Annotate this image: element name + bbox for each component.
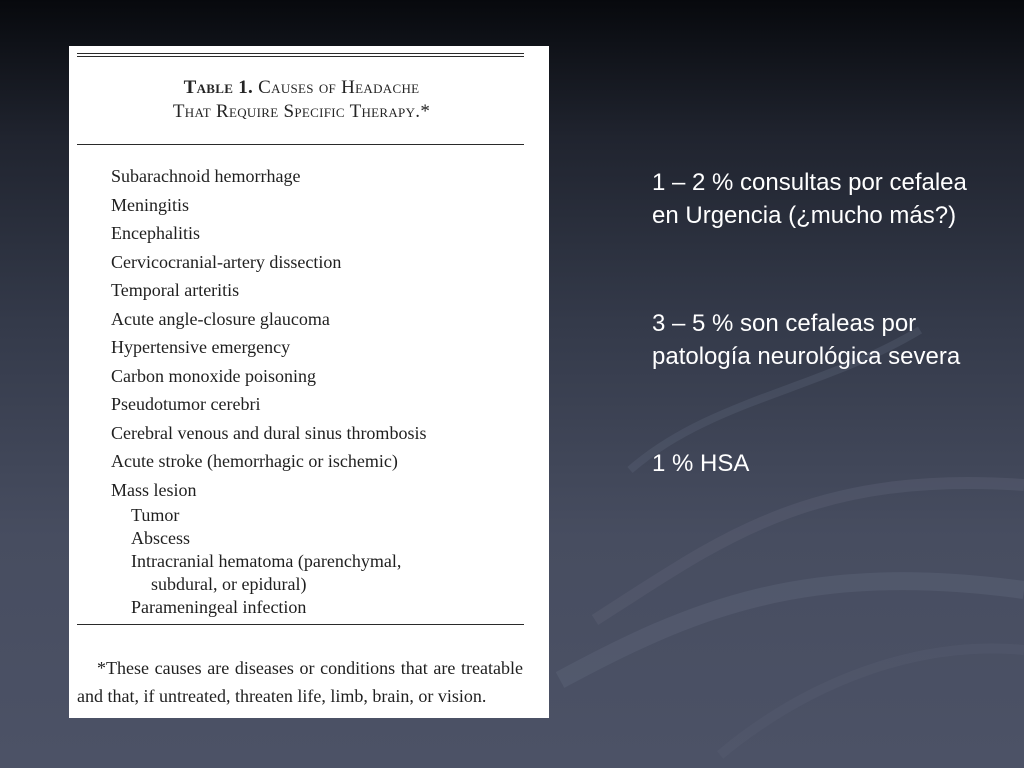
list-item: Acute stroke (hemorrhagic or ischemic) — [111, 451, 398, 471]
list-item: Meningitis — [111, 194, 190, 215]
title-divider-line — [77, 144, 524, 145]
table-title-line-1 — [69, 76, 534, 100]
mass-lesion-sublist — [111, 504, 426, 619]
note-severe-neurological-rate: 3 – 5 % son cefaleas por patología neurológica severa — [652, 310, 961, 370]
list-item: Subarachnoid hemorrhage — [111, 166, 301, 186]
list-item: Cervicocranial-artery dissection — [111, 251, 342, 272]
table-footnote — [77, 654, 523, 710]
list-item: Carbon monoxide poisoning — [111, 365, 316, 386]
list-item-mass-lesion — [111, 476, 426, 620]
mass-lesion-label: Mass lesion — [111, 479, 197, 500]
headache-causes-table — [69, 46, 549, 718]
table-title-line-2: That Require Specific Therapy.* — [172, 101, 431, 122]
sublist-item-tumor: Tumor — [131, 505, 180, 525]
slide-notes — [652, 166, 982, 480]
footnote-text: *These causes are diseases or conditions that are treatable and that, if untreated, threaten life, limb, brain, or vision. — [77, 658, 523, 706]
list-item: Temporal arteritis — [111, 280, 240, 300]
table-number-label: Table 1. — [183, 77, 254, 98]
table-title — [69, 76, 534, 124]
footnote-divider-line — [77, 624, 524, 625]
list-item: Hypertensive emergency — [111, 337, 291, 357]
note-consultation-rate: 1 – 2 % consultas por cefalea en Urgencia (¿mucho más?) — [652, 169, 967, 229]
sublist-item-parameningeal-infection: Parameningeal infection — [131, 597, 307, 617]
list-item: Cerebral venous and dural sinus thrombosis — [111, 422, 427, 443]
top-rule-double-line — [77, 56, 524, 57]
list-item: Encephalitis — [111, 223, 200, 243]
headache-causes-list — [111, 162, 426, 619]
top-rule-line — [77, 53, 524, 54]
hematoma-line-1: Intracranial hematoma (parenchymal, — [131, 551, 402, 571]
table-title-first-line-text: Causes of Headache — [258, 77, 420, 98]
sublist-item-intracranial-hematoma — [131, 550, 426, 596]
list-item: Acute angle-closure glaucoma — [111, 308, 330, 329]
note-hsa-rate: 1 % HSA — [652, 450, 750, 477]
sublist-item-abscess: Abscess — [131, 528, 190, 548]
list-item: Pseudotumor cerebri — [111, 394, 261, 414]
hematoma-line-2: subdural, or epidural) — [151, 574, 307, 594]
